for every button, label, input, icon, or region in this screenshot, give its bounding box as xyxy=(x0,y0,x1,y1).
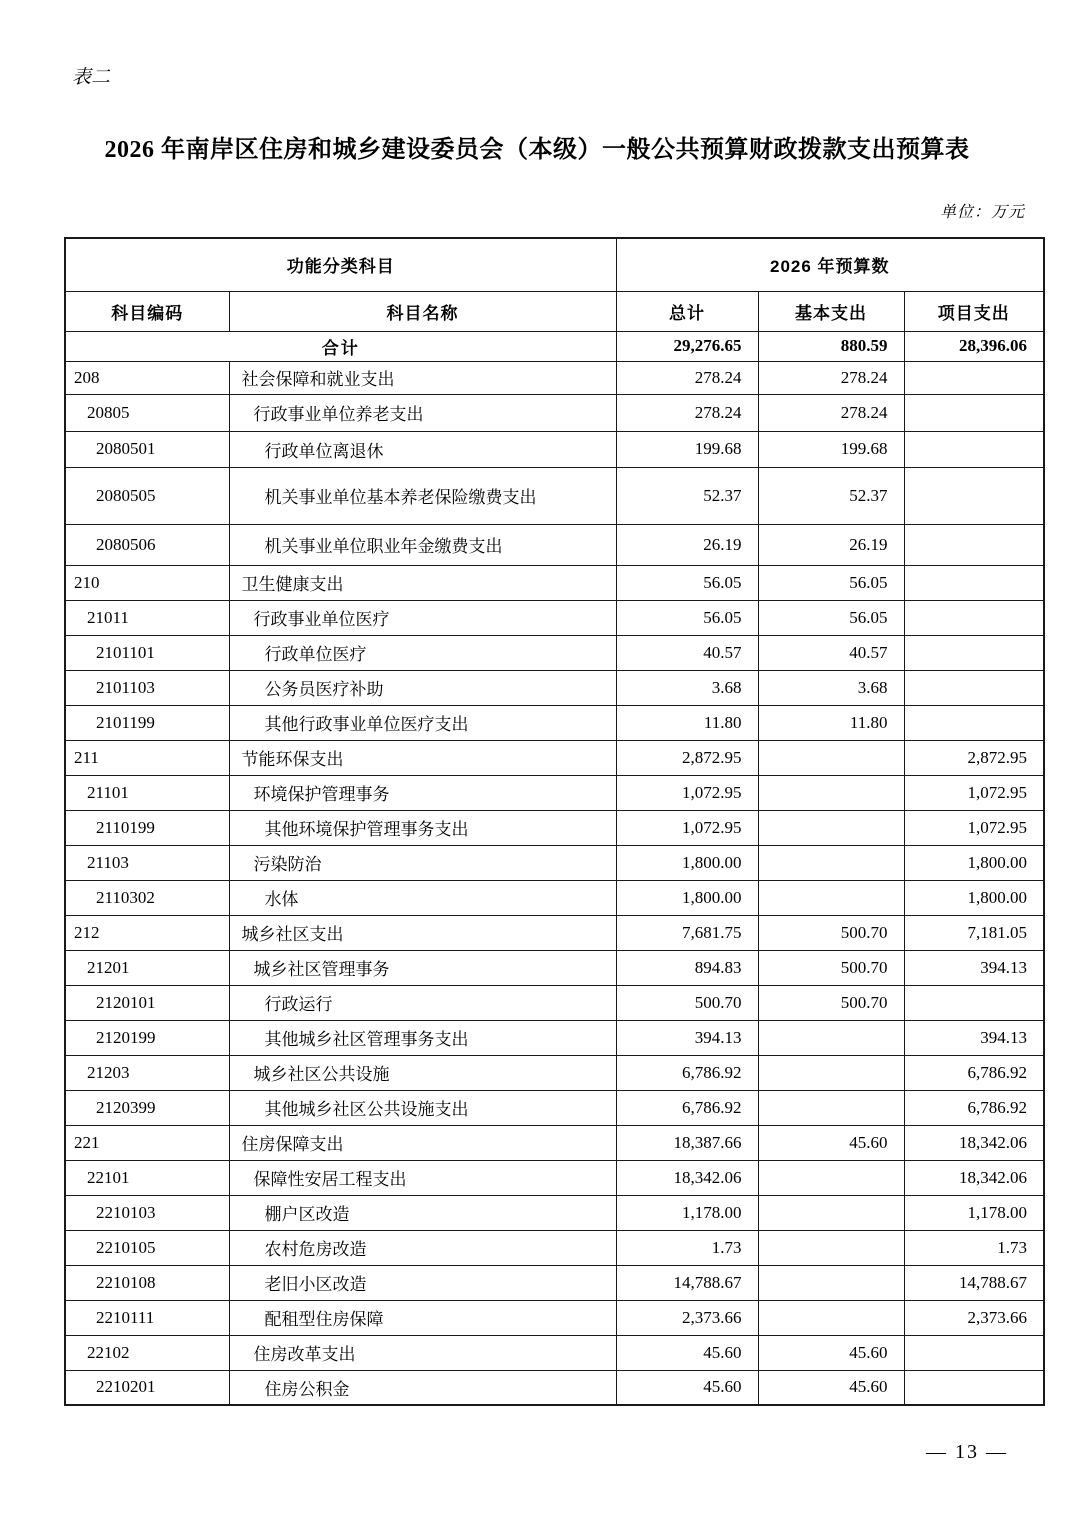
cell-code: 208 xyxy=(65,361,229,394)
cell-total: 6,786.92 xyxy=(616,1090,758,1125)
cell-basic xyxy=(758,1090,904,1125)
cell-basic: 11.80 xyxy=(758,705,904,740)
cell-name: 住房保障支出 xyxy=(229,1125,616,1160)
cell-name: 行政单位医疗 xyxy=(229,635,616,670)
cell-total: 1,178.00 xyxy=(616,1195,758,1230)
table-row xyxy=(65,670,1044,705)
cell-basic xyxy=(758,880,904,915)
cell-project: 1,178.00 xyxy=(904,1195,1044,1230)
cell-project: 7,181.05 xyxy=(904,915,1044,950)
table-row xyxy=(65,950,1044,985)
cell-total: 11.80 xyxy=(616,705,758,740)
header-col-total: 总计 xyxy=(616,291,758,331)
table-row xyxy=(65,880,1044,915)
cell-total: 500.70 xyxy=(616,985,758,1020)
cell-code: 22102 xyxy=(65,1335,229,1370)
cell-total: 1,072.95 xyxy=(616,810,758,845)
cell-basic: 52.37 xyxy=(758,467,904,524)
cell-basic: 40.57 xyxy=(758,635,904,670)
cell-total: 278.24 xyxy=(616,361,758,394)
cell-project: 2,373.66 xyxy=(904,1300,1044,1335)
cell-code: 2101199 xyxy=(65,705,229,740)
cell-code: 2101101 xyxy=(65,635,229,670)
cell-project xyxy=(904,1370,1044,1405)
cell-project xyxy=(904,394,1044,431)
table-row xyxy=(65,810,1044,845)
cell-code: 2210111 xyxy=(65,1300,229,1335)
table-row xyxy=(65,705,1044,740)
cell-basic xyxy=(758,1055,904,1090)
cell-project: 394.13 xyxy=(904,950,1044,985)
cell-total: 26.19 xyxy=(616,524,758,565)
table-row xyxy=(65,845,1044,880)
cell-name: 农村危房改造 xyxy=(229,1230,616,1265)
table-row xyxy=(65,1090,1044,1125)
cell-project: 2,872.95 xyxy=(904,740,1044,775)
table-row xyxy=(65,1265,1044,1300)
page-number: — 13 — xyxy=(926,1441,1008,1463)
table-row xyxy=(65,1020,1044,1055)
cell-code: 21103 xyxy=(65,845,229,880)
cell-basic xyxy=(758,1195,904,1230)
cell-code: 211 xyxy=(65,740,229,775)
cell-project xyxy=(904,524,1044,565)
cell-total: 18,387.66 xyxy=(616,1125,758,1160)
cell-basic xyxy=(758,1230,904,1265)
cell-basic: 278.24 xyxy=(758,361,904,394)
cell-name: 老旧小区改造 xyxy=(229,1265,616,1300)
budget-table-body xyxy=(65,331,1044,1405)
cell-total: 1,800.00 xyxy=(616,880,758,915)
cell-basic: 199.68 xyxy=(758,431,904,467)
cell-name: 节能环保支出 xyxy=(229,740,616,775)
total-row-project: 28,396.06 xyxy=(904,331,1044,361)
cell-name: 机关事业单位职业年金缴费支出 xyxy=(229,524,616,565)
table-row xyxy=(65,985,1044,1020)
table-row xyxy=(65,775,1044,810)
cell-basic xyxy=(758,845,904,880)
table-row xyxy=(65,1160,1044,1195)
cell-name: 行政单位离退休 xyxy=(229,431,616,467)
cell-name: 其他城乡社区公共设施支出 xyxy=(229,1090,616,1125)
cell-code: 2120101 xyxy=(65,985,229,1020)
cell-total: 199.68 xyxy=(616,431,758,467)
header-budget-2026: 2026 年预算数 xyxy=(616,238,1044,291)
cell-basic: 45.60 xyxy=(758,1335,904,1370)
cell-basic xyxy=(758,775,904,810)
cell-name: 其他行政事业单位医疗支出 xyxy=(229,705,616,740)
table-row xyxy=(65,1195,1044,1230)
cell-total: 394.13 xyxy=(616,1020,758,1055)
table-row xyxy=(65,635,1044,670)
cell-name: 住房改革支出 xyxy=(229,1335,616,1370)
cell-basic: 500.70 xyxy=(758,985,904,1020)
total-row xyxy=(65,331,1044,361)
table-row xyxy=(65,740,1044,775)
cell-total: 7,681.75 xyxy=(616,915,758,950)
cell-basic: 3.68 xyxy=(758,670,904,705)
cell-name: 机关事业单位基本养老保险缴费支出 xyxy=(229,467,616,524)
header-col-name: 科目名称 xyxy=(229,291,616,331)
cell-code: 210 xyxy=(65,565,229,600)
table-row xyxy=(65,565,1044,600)
cell-basic xyxy=(758,740,904,775)
cell-total: 1,072.95 xyxy=(616,775,758,810)
cell-basic xyxy=(758,1300,904,1335)
cell-code: 2120399 xyxy=(65,1090,229,1125)
cell-name: 城乡社区支出 xyxy=(229,915,616,950)
cell-code: 21011 xyxy=(65,600,229,635)
cell-project: 1,800.00 xyxy=(904,880,1044,915)
header-col-basic: 基本支出 xyxy=(758,291,904,331)
cell-total: 45.60 xyxy=(616,1370,758,1405)
cell-name: 配租型住房保障 xyxy=(229,1300,616,1335)
cell-project: 18,342.06 xyxy=(904,1125,1044,1160)
table-row xyxy=(65,394,1044,431)
cell-project: 1,800.00 xyxy=(904,845,1044,880)
cell-basic xyxy=(758,1160,904,1195)
table-row xyxy=(65,1335,1044,1370)
cell-project: 18,342.06 xyxy=(904,1160,1044,1195)
cell-name: 卫生健康支出 xyxy=(229,565,616,600)
cell-name: 其他环境保护管理事务支出 xyxy=(229,810,616,845)
budget-table-header xyxy=(65,238,1044,331)
cell-basic: 26.19 xyxy=(758,524,904,565)
table-row xyxy=(65,1370,1044,1405)
total-row-basic: 880.59 xyxy=(758,331,904,361)
cell-code: 2210103 xyxy=(65,1195,229,1230)
cell-project xyxy=(904,361,1044,394)
cell-code: 2080506 xyxy=(65,524,229,565)
cell-basic xyxy=(758,810,904,845)
page-title: 2026 年南岸区住房和城乡建设委员会（本级）一般公共预算财政拨款支出预算表 xyxy=(104,137,970,163)
table-row xyxy=(65,467,1044,524)
cell-total: 1,800.00 xyxy=(616,845,758,880)
cell-basic: 45.60 xyxy=(758,1370,904,1405)
total-row-total: 29,276.65 xyxy=(616,331,758,361)
cell-basic xyxy=(758,1020,904,1055)
cell-total: 278.24 xyxy=(616,394,758,431)
cell-basic: 278.24 xyxy=(758,394,904,431)
table-row xyxy=(65,431,1044,467)
cell-total: 6,786.92 xyxy=(616,1055,758,1090)
table-row xyxy=(65,361,1044,394)
cell-total: 3.68 xyxy=(616,670,758,705)
cell-code: 2210108 xyxy=(65,1265,229,1300)
cell-name: 社会保障和就业支出 xyxy=(229,361,616,394)
cell-project: 1,072.95 xyxy=(904,810,1044,845)
cell-code: 2080505 xyxy=(65,467,229,524)
cell-name: 行政运行 xyxy=(229,985,616,1020)
cell-name: 其他城乡社区管理事务支出 xyxy=(229,1020,616,1055)
cell-total: 2,872.95 xyxy=(616,740,758,775)
cell-name: 行政事业单位医疗 xyxy=(229,600,616,635)
cell-basic: 56.05 xyxy=(758,565,904,600)
cell-total: 1.73 xyxy=(616,1230,758,1265)
cell-project xyxy=(904,985,1044,1020)
total-row-label: 合计 xyxy=(65,331,616,361)
table-row xyxy=(65,1125,1044,1160)
cell-basic: 45.60 xyxy=(758,1125,904,1160)
cell-code: 2080501 xyxy=(65,431,229,467)
header-functional-classification: 功能分类科目 xyxy=(65,238,616,291)
cell-total: 56.05 xyxy=(616,600,758,635)
cell-basic: 56.05 xyxy=(758,600,904,635)
cell-code: 21201 xyxy=(65,950,229,985)
table-row xyxy=(65,600,1044,635)
table-row xyxy=(65,524,1044,565)
cell-code: 2110199 xyxy=(65,810,229,845)
cell-name: 行政事业单位养老支出 xyxy=(229,394,616,431)
header-col-code: 科目编码 xyxy=(65,291,229,331)
cell-name: 城乡社区管理事务 xyxy=(229,950,616,985)
table-row xyxy=(65,915,1044,950)
cell-code: 2101103 xyxy=(65,670,229,705)
cell-name: 城乡社区公共设施 xyxy=(229,1055,616,1090)
cell-basic xyxy=(758,1265,904,1300)
cell-project xyxy=(904,635,1044,670)
cell-code: 21101 xyxy=(65,775,229,810)
cell-project xyxy=(904,565,1044,600)
header-columns-row xyxy=(65,291,1044,331)
cell-total: 2,373.66 xyxy=(616,1300,758,1335)
cell-total: 52.37 xyxy=(616,467,758,524)
cell-project: 1.73 xyxy=(904,1230,1044,1265)
header-group-row xyxy=(65,238,1044,291)
table-row xyxy=(65,1300,1044,1335)
cell-project xyxy=(904,600,1044,635)
unit-note: 单位：万元 xyxy=(939,204,1025,221)
cell-code: 2210105 xyxy=(65,1230,229,1265)
cell-project: 6,786.92 xyxy=(904,1090,1044,1125)
cell-name: 保障性安居工程支出 xyxy=(229,1160,616,1195)
cell-code: 2210201 xyxy=(65,1370,229,1405)
cell-project xyxy=(904,431,1044,467)
cell-total: 40.57 xyxy=(616,635,758,670)
header-col-project: 项目支出 xyxy=(904,291,1044,331)
cell-project xyxy=(904,705,1044,740)
table-row xyxy=(65,1230,1044,1265)
cell-code: 212 xyxy=(65,915,229,950)
cell-total: 56.05 xyxy=(616,565,758,600)
cell-name: 污染防治 xyxy=(229,845,616,880)
table-row xyxy=(65,1055,1044,1090)
cell-project: 394.13 xyxy=(904,1020,1044,1055)
cell-total: 45.60 xyxy=(616,1335,758,1370)
cell-name: 公务员医疗补助 xyxy=(229,670,616,705)
cell-project xyxy=(904,467,1044,524)
cell-project xyxy=(904,670,1044,705)
cell-project: 6,786.92 xyxy=(904,1055,1044,1090)
cell-code: 2110302 xyxy=(65,880,229,915)
cell-name: 棚户区改造 xyxy=(229,1195,616,1230)
cell-basic: 500.70 xyxy=(758,915,904,950)
cell-code: 21203 xyxy=(65,1055,229,1090)
cell-code: 20805 xyxy=(65,394,229,431)
cell-code: 22101 xyxy=(65,1160,229,1195)
cell-total: 18,342.06 xyxy=(616,1160,758,1195)
table-label: 表二 xyxy=(72,67,111,88)
cell-total: 894.83 xyxy=(616,950,758,985)
cell-code: 221 xyxy=(65,1125,229,1160)
cell-name: 环境保护管理事务 xyxy=(229,775,616,810)
cell-code: 2120199 xyxy=(65,1020,229,1055)
cell-name: 住房公积金 xyxy=(229,1370,616,1405)
cell-project xyxy=(904,1335,1044,1370)
cell-project: 1,072.95 xyxy=(904,775,1044,810)
cell-basic: 500.70 xyxy=(758,950,904,985)
cell-project: 14,788.67 xyxy=(904,1265,1044,1300)
cell-name: 水体 xyxy=(229,880,616,915)
budget-table xyxy=(64,237,1045,1406)
cell-total: 14,788.67 xyxy=(616,1265,758,1300)
